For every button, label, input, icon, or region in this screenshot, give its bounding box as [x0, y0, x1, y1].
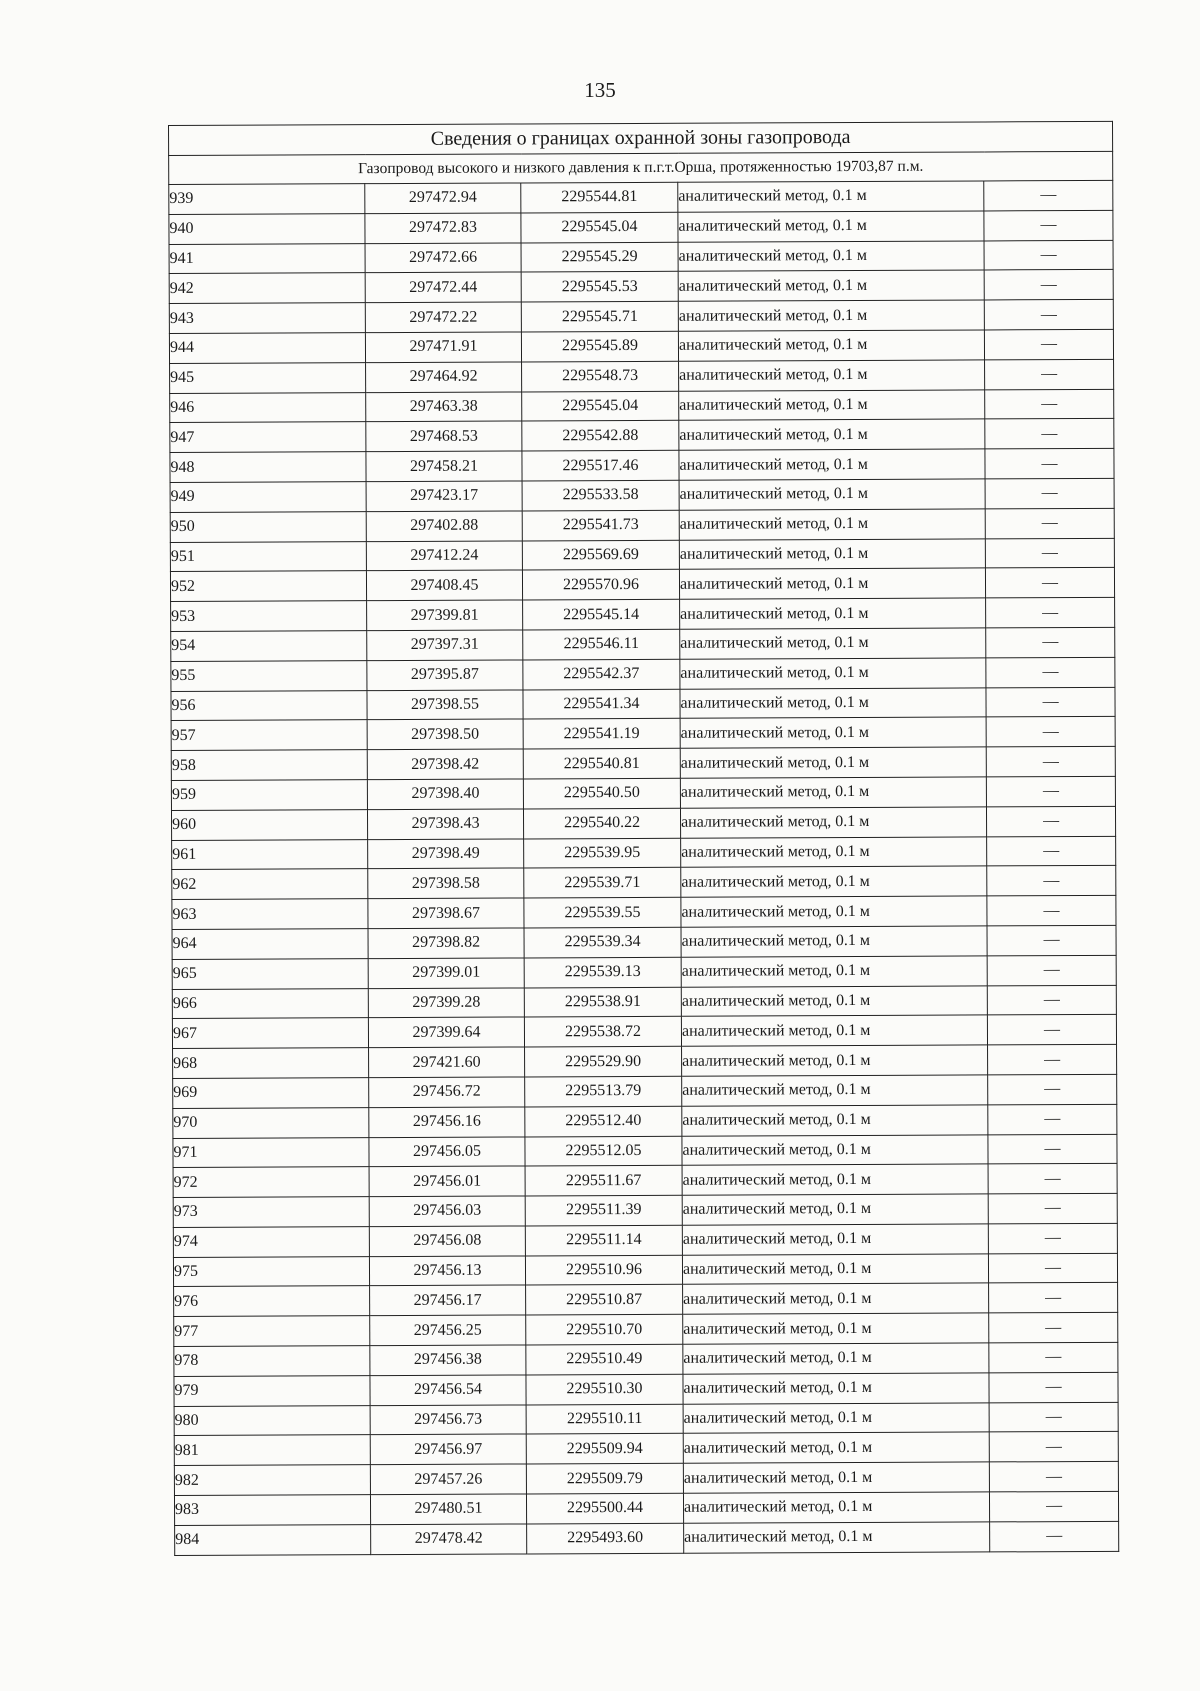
description-cell: —: [985, 508, 1114, 538]
method-cell: аналитический метод, 0.1 м: [679, 360, 985, 391]
description-cell: —: [989, 1283, 1118, 1313]
table-row: [170, 359, 1114, 393]
table-row: [169, 270, 1113, 304]
description-cell: —: [988, 1074, 1117, 1104]
point-number-cell: 946: [170, 392, 366, 423]
description-cell: —: [984, 240, 1113, 270]
table-row: [171, 747, 1115, 781]
y-coordinate-cell: 2295545.14: [523, 599, 680, 629]
x-coordinate-cell: 297398.58: [368, 868, 524, 898]
x-coordinate-cell: 297468.53: [366, 421, 522, 451]
point-number-cell: 941: [169, 243, 365, 274]
point-number-cell: 948: [170, 452, 366, 483]
y-coordinate-cell: 2295533.58: [522, 480, 679, 510]
description-cell: —: [989, 1462, 1118, 1492]
method-cell: аналитический метод, 0.1 м: [680, 807, 986, 838]
table-row: [169, 300, 1113, 334]
point-number-cell: 959: [171, 780, 367, 811]
point-number-cell: 945: [170, 362, 366, 393]
table-row: [171, 657, 1115, 691]
y-coordinate-cell: 2295548.73: [522, 361, 679, 391]
x-coordinate-cell: 297397.31: [367, 630, 523, 660]
y-coordinate-cell: 2295538.91: [524, 987, 681, 1017]
method-cell: аналитический метод, 0.1 м: [681, 1015, 987, 1046]
description-cell: —: [987, 895, 1116, 925]
description-cell: —: [989, 1313, 1118, 1343]
description-cell: —: [984, 270, 1113, 300]
point-number-cell: 952: [170, 571, 366, 602]
x-coordinate-cell: 297456.03: [369, 1196, 525, 1226]
y-coordinate-cell: 2295545.71: [521, 301, 678, 331]
point-number-cell: 971: [173, 1137, 369, 1168]
method-cell: аналитический метод, 0.1 м: [678, 211, 984, 242]
y-coordinate-cell: 2295546.11: [523, 629, 680, 659]
table-row: [174, 1491, 1118, 1525]
y-coordinate-cell: 2295510.70: [526, 1315, 683, 1345]
description-cell: —: [985, 389, 1114, 419]
table-body: [169, 121, 1119, 1555]
method-cell: аналитический метод, 0.1 м: [682, 1164, 988, 1195]
method-cell: аналитический метод, 0.1 м: [683, 1313, 989, 1344]
description-cell: —: [989, 1372, 1118, 1402]
x-coordinate-cell: 297402.88: [366, 511, 522, 541]
y-coordinate-cell: 2295529.90: [525, 1046, 682, 1076]
y-coordinate-cell: 2295539.13: [524, 957, 681, 987]
table-row: [174, 1342, 1118, 1376]
table-row: [170, 538, 1114, 572]
y-coordinate-cell: 2295517.46: [522, 450, 679, 480]
y-coordinate-cell: 2295509.94: [526, 1434, 683, 1464]
table-row: [172, 1015, 1116, 1049]
description-cell: —: [986, 717, 1115, 747]
description-cell: —: [984, 180, 1113, 210]
description-cell: —: [987, 866, 1116, 896]
method-cell: аналитический метод, 0.1 м: [678, 330, 984, 361]
description-cell: —: [987, 955, 1116, 985]
description-cell: —: [984, 300, 1113, 330]
table-row: [171, 717, 1115, 751]
x-coordinate-cell: 297464.92: [366, 362, 522, 392]
y-coordinate-cell: 2295545.53: [521, 272, 678, 302]
description-cell: —: [986, 687, 1115, 717]
point-number-cell: 978: [174, 1346, 370, 1377]
y-coordinate-cell: 2295541.19: [523, 719, 680, 749]
table-row: [169, 180, 1113, 214]
method-cell: аналитический метод, 0.1 м: [680, 687, 986, 718]
method-cell: аналитический метод, 0.1 м: [682, 1224, 988, 1255]
description-cell: —: [986, 776, 1115, 806]
x-coordinate-cell: 297456.25: [370, 1315, 526, 1345]
method-cell: аналитический метод, 0.1 м: [679, 539, 985, 570]
y-coordinate-cell: 2295510.11: [526, 1404, 683, 1434]
method-cell: аналитический метод, 0.1 м: [680, 717, 986, 748]
table-row: [171, 806, 1115, 840]
y-coordinate-cell: 2295539.95: [524, 838, 681, 868]
method-cell: аналитический метод, 0.1 м: [679, 479, 985, 510]
y-coordinate-cell: 2295545.89: [521, 331, 678, 361]
point-number-cell: 969: [173, 1078, 369, 1109]
method-cell: аналитический метод, 0.1 м: [680, 598, 986, 629]
x-coordinate-cell: 297458.21: [366, 451, 522, 481]
x-coordinate-cell: 297457.26: [370, 1464, 526, 1494]
point-number-cell: 966: [172, 988, 368, 1019]
description-cell: —: [984, 329, 1113, 359]
point-number-cell: 975: [173, 1256, 369, 1287]
description-cell: —: [987, 985, 1116, 1015]
point-number-cell: 976: [174, 1286, 370, 1317]
x-coordinate-cell: 297456.16: [369, 1107, 525, 1137]
description-cell: —: [986, 657, 1115, 687]
description-cell: —: [988, 1253, 1117, 1283]
table-row: [170, 508, 1114, 542]
y-coordinate-cell: 2295510.96: [525, 1255, 682, 1285]
x-coordinate-cell: 297398.50: [367, 719, 523, 749]
y-coordinate-cell: 2295512.05: [525, 1136, 682, 1166]
point-number-cell: 960: [171, 809, 367, 840]
x-coordinate-cell: 297398.43: [367, 809, 523, 839]
method-cell: аналитический метод, 0.1 м: [683, 1432, 989, 1463]
description-cell: —: [986, 747, 1115, 777]
x-coordinate-cell: 297472.44: [365, 272, 521, 302]
method-cell: аналитический метод, 0.1 м: [678, 270, 984, 301]
table-row: [172, 866, 1116, 900]
y-coordinate-cell: 2295539.55: [524, 897, 681, 927]
description-cell: —: [988, 1134, 1117, 1164]
table-row: [169, 240, 1113, 274]
table-row: [174, 1432, 1118, 1466]
x-coordinate-cell: 297480.51: [370, 1494, 526, 1524]
table-row: [172, 985, 1116, 1019]
description-cell: —: [985, 419, 1114, 449]
method-cell: аналитический метод, 0.1 м: [683, 1462, 989, 1493]
table-subtitle-row: [169, 151, 1113, 184]
x-coordinate-cell: 297456.01: [369, 1166, 525, 1196]
table-row: [172, 955, 1116, 989]
x-coordinate-cell: 297456.17: [370, 1285, 526, 1315]
page-number: 135: [584, 78, 616, 102]
table-row: [174, 1283, 1118, 1317]
table-row: [172, 836, 1116, 870]
point-number-cell: 954: [171, 631, 367, 662]
y-coordinate-cell: 2295545.04: [522, 391, 679, 421]
x-coordinate-cell: 297412.24: [366, 541, 522, 571]
description-cell: —: [984, 210, 1113, 240]
x-coordinate-cell: 297398.40: [367, 779, 523, 809]
table-row: [174, 1313, 1118, 1347]
description-cell: —: [990, 1521, 1119, 1551]
point-number-cell: 963: [172, 899, 368, 930]
x-coordinate-cell: 297472.22: [365, 302, 521, 332]
y-coordinate-cell: 2295510.30: [526, 1374, 683, 1404]
y-coordinate-cell: 2295511.14: [525, 1225, 682, 1255]
x-coordinate-cell: 297456.05: [369, 1136, 525, 1166]
point-number-cell: 953: [171, 601, 367, 632]
point-number-cell: 972: [173, 1167, 369, 1198]
method-cell: аналитический метод, 0.1 м: [679, 390, 985, 421]
table-row: [171, 687, 1115, 721]
point-number-cell: 981: [174, 1435, 370, 1466]
y-coordinate-cell: 2295493.60: [527, 1523, 684, 1553]
y-coordinate-cell: 2295540.22: [523, 808, 680, 838]
description-cell: —: [987, 925, 1116, 955]
table-row: [175, 1521, 1119, 1555]
table-row: [170, 419, 1114, 453]
x-coordinate-cell: 297463.38: [366, 392, 522, 422]
table-row: [173, 1253, 1117, 1287]
x-coordinate-cell: 297472.94: [365, 183, 521, 213]
description-cell: —: [985, 449, 1114, 479]
x-coordinate-cell: 297399.81: [367, 600, 523, 630]
description-cell: —: [986, 627, 1115, 657]
x-coordinate-cell: 297456.38: [370, 1345, 526, 1375]
description-cell: —: [987, 1015, 1116, 1045]
x-coordinate-cell: 297398.42: [367, 749, 523, 779]
method-cell: аналитический метод, 0.1 м: [684, 1522, 990, 1553]
y-coordinate-cell: 2295539.71: [524, 868, 681, 898]
method-cell: аналитический метод, 0.1 м: [680, 777, 986, 808]
point-number-cell: 977: [174, 1316, 370, 1347]
method-cell: аналитический метод, 0.1 м: [683, 1343, 989, 1374]
table-row: [173, 1134, 1117, 1168]
point-number-cell: 956: [171, 690, 367, 721]
table-row: [172, 925, 1116, 959]
protection-zone-table: [168, 121, 1119, 1556]
point-number-cell: 973: [173, 1197, 369, 1228]
table-row: [170, 568, 1114, 602]
x-coordinate-cell: 297398.49: [368, 838, 524, 868]
y-coordinate-cell: 2295538.72: [524, 1017, 681, 1047]
method-cell: аналитический метод, 0.1 м: [681, 956, 987, 987]
method-cell: аналитический метод, 0.1 м: [682, 1105, 988, 1136]
table-row: [173, 1193, 1117, 1227]
point-number-cell: 984: [175, 1524, 371, 1555]
x-coordinate-cell: 297456.08: [369, 1226, 525, 1256]
point-number-cell: 964: [172, 929, 368, 960]
y-coordinate-cell: 2295540.81: [523, 748, 680, 778]
x-coordinate-cell: 297456.73: [370, 1405, 526, 1435]
point-number-cell: 970: [173, 1107, 369, 1138]
method-cell: аналитический метод, 0.1 м: [680, 628, 986, 659]
description-cell: —: [988, 1223, 1117, 1253]
point-number-cell: 944: [169, 333, 365, 364]
method-cell: аналитический метод, 0.1 м: [681, 836, 987, 867]
y-coordinate-cell: 2295509.79: [526, 1464, 683, 1494]
point-number-cell: 957: [171, 720, 367, 751]
x-coordinate-cell: 297408.45: [366, 570, 522, 600]
description-cell: —: [989, 1402, 1118, 1432]
description-cell: —: [985, 359, 1114, 389]
description-cell: —: [985, 568, 1114, 598]
y-coordinate-cell: 2295510.49: [526, 1344, 683, 1374]
description-cell: —: [989, 1432, 1118, 1462]
point-number-cell: 961: [172, 839, 368, 870]
point-number-cell: 951: [170, 541, 366, 572]
x-coordinate-cell: 297395.87: [367, 660, 523, 690]
method-cell: аналитический метод, 0.1 м: [679, 419, 985, 450]
description-cell: —: [985, 538, 1114, 568]
point-number-cell: 962: [172, 869, 368, 900]
description-cell: —: [988, 1193, 1117, 1223]
point-number-cell: 967: [172, 1018, 368, 1049]
table-title: Сведения о границах охранной зоны газопровода: [169, 121, 1113, 155]
table-title-row: [169, 121, 1113, 155]
x-coordinate-cell: 297478.42: [371, 1524, 527, 1554]
method-cell: аналитический метод, 0.1 м: [679, 449, 985, 480]
point-number-cell: 947: [170, 422, 366, 453]
x-coordinate-cell: 297399.01: [368, 958, 524, 988]
table-subtitle: Газопровод высокого и низкого давления к п.г.т.Орша, протяженностью 19703,87 п.м.: [169, 151, 1113, 184]
table-row: [171, 776, 1115, 810]
y-coordinate-cell: 2295570.96: [522, 570, 679, 600]
y-coordinate-cell: 2295510.87: [526, 1285, 683, 1315]
y-coordinate-cell: 2295541.34: [523, 689, 680, 719]
method-cell: аналитический метод, 0.1 м: [679, 509, 985, 540]
description-cell: —: [987, 836, 1116, 866]
method-cell: аналитический метод, 0.1 м: [678, 241, 984, 272]
description-cell: —: [985, 478, 1114, 508]
method-cell: аналитический метод, 0.1 м: [683, 1373, 989, 1404]
x-coordinate-cell: 297456.13: [369, 1256, 525, 1286]
description-cell: —: [989, 1491, 1118, 1521]
table-row: [169, 329, 1113, 363]
point-number-cell: 982: [174, 1465, 370, 1496]
table-row: [173, 1164, 1117, 1198]
point-number-cell: 940: [169, 213, 365, 244]
method-cell: аналитический метод, 0.1 м: [682, 1134, 988, 1165]
method-cell: аналитический метод, 0.1 м: [680, 747, 986, 778]
description-cell: —: [986, 806, 1115, 836]
method-cell: аналитический метод, 0.1 м: [682, 1075, 988, 1106]
table-row: [171, 598, 1115, 632]
point-number-cell: 958: [171, 750, 367, 781]
x-coordinate-cell: 297399.64: [368, 1017, 524, 1047]
description-cell: —: [989, 1342, 1118, 1372]
point-number-cell: 979: [174, 1376, 370, 1407]
method-cell: аналитический метод, 0.1 м: [681, 866, 987, 897]
table-row: [173, 1074, 1117, 1108]
table-row: [169, 210, 1113, 244]
y-coordinate-cell: 2295545.29: [521, 242, 678, 272]
point-number-cell: 983: [174, 1495, 370, 1526]
x-coordinate-cell: 297456.72: [369, 1077, 525, 1107]
point-number-cell: 950: [170, 511, 366, 542]
table-row: [170, 478, 1114, 512]
x-coordinate-cell: 297423.17: [366, 481, 522, 511]
point-number-cell: 942: [169, 273, 365, 304]
y-coordinate-cell: 2295511.39: [525, 1195, 682, 1225]
y-coordinate-cell: 2295569.69: [522, 540, 679, 570]
method-cell: аналитический метод, 0.1 м: [683, 1403, 989, 1434]
method-cell: аналитический метод, 0.1 м: [682, 1254, 988, 1285]
y-coordinate-cell: 2295500.44: [526, 1493, 683, 1523]
point-number-cell: 980: [174, 1405, 370, 1436]
table-row: [173, 1104, 1117, 1138]
method-cell: аналитический метод, 0.1 м: [678, 300, 984, 331]
y-coordinate-cell: 2295542.37: [523, 659, 680, 689]
method-cell: аналитический метод, 0.1 м: [680, 658, 986, 689]
table-row: [174, 1462, 1118, 1496]
y-coordinate-cell: 2295512.40: [525, 1106, 682, 1136]
table-row: [170, 389, 1114, 423]
y-coordinate-cell: 2295541.73: [522, 510, 679, 540]
method-cell: аналитический метод, 0.1 м: [683, 1283, 989, 1314]
method-cell: аналитический метод, 0.1 м: [682, 1194, 988, 1225]
x-coordinate-cell: 297472.66: [365, 243, 521, 273]
x-coordinate-cell: 297456.54: [370, 1375, 526, 1405]
x-coordinate-cell: 297472.83: [365, 213, 521, 243]
point-number-cell: 965: [172, 958, 368, 989]
method-cell: аналитический метод, 0.1 м: [682, 1045, 988, 1076]
y-coordinate-cell: 2295542.88: [522, 421, 679, 451]
description-cell: —: [988, 1104, 1117, 1134]
y-coordinate-cell: 2295539.34: [524, 927, 681, 957]
point-number-cell: 939: [169, 184, 365, 215]
table-row: [174, 1402, 1118, 1436]
point-number-cell: 968: [173, 1048, 369, 1079]
x-coordinate-cell: 297398.55: [367, 690, 523, 720]
description-cell: —: [986, 598, 1115, 628]
y-coordinate-cell: 2295545.04: [521, 212, 678, 242]
y-coordinate-cell: 2295513.79: [525, 1076, 682, 1106]
point-number-cell: 949: [170, 482, 366, 513]
table-row: [171, 627, 1115, 661]
table-row: [172, 895, 1116, 929]
x-coordinate-cell: 297421.60: [369, 1047, 525, 1077]
x-coordinate-cell: 297471.91: [365, 332, 521, 362]
x-coordinate-cell: 297456.97: [370, 1434, 526, 1464]
description-cell: —: [988, 1164, 1117, 1194]
y-coordinate-cell: 2295544.81: [521, 182, 678, 212]
table-row: [173, 1223, 1117, 1257]
method-cell: аналитический метод, 0.1 м: [681, 926, 987, 957]
y-coordinate-cell: 2295511.67: [525, 1166, 682, 1196]
point-number-cell: 955: [171, 660, 367, 691]
method-cell: аналитический метод, 0.1 м: [678, 181, 984, 212]
point-number-cell: 943: [169, 303, 365, 334]
method-cell: аналитический метод, 0.1 м: [681, 985, 987, 1016]
point-number-cell: 974: [173, 1227, 369, 1258]
x-coordinate-cell: 297398.82: [368, 928, 524, 958]
description-cell: —: [988, 1044, 1117, 1074]
x-coordinate-cell: 297399.28: [368, 987, 524, 1017]
method-cell: аналитический метод, 0.1 м: [679, 568, 985, 599]
table-row: [173, 1044, 1117, 1078]
method-cell: аналитический метод, 0.1 м: [683, 1492, 989, 1523]
y-coordinate-cell: 2295540.50: [523, 778, 680, 808]
method-cell: аналитический метод, 0.1 м: [681, 896, 987, 927]
x-coordinate-cell: 297398.67: [368, 898, 524, 928]
table-row: [170, 449, 1114, 483]
table-row: [174, 1372, 1118, 1406]
